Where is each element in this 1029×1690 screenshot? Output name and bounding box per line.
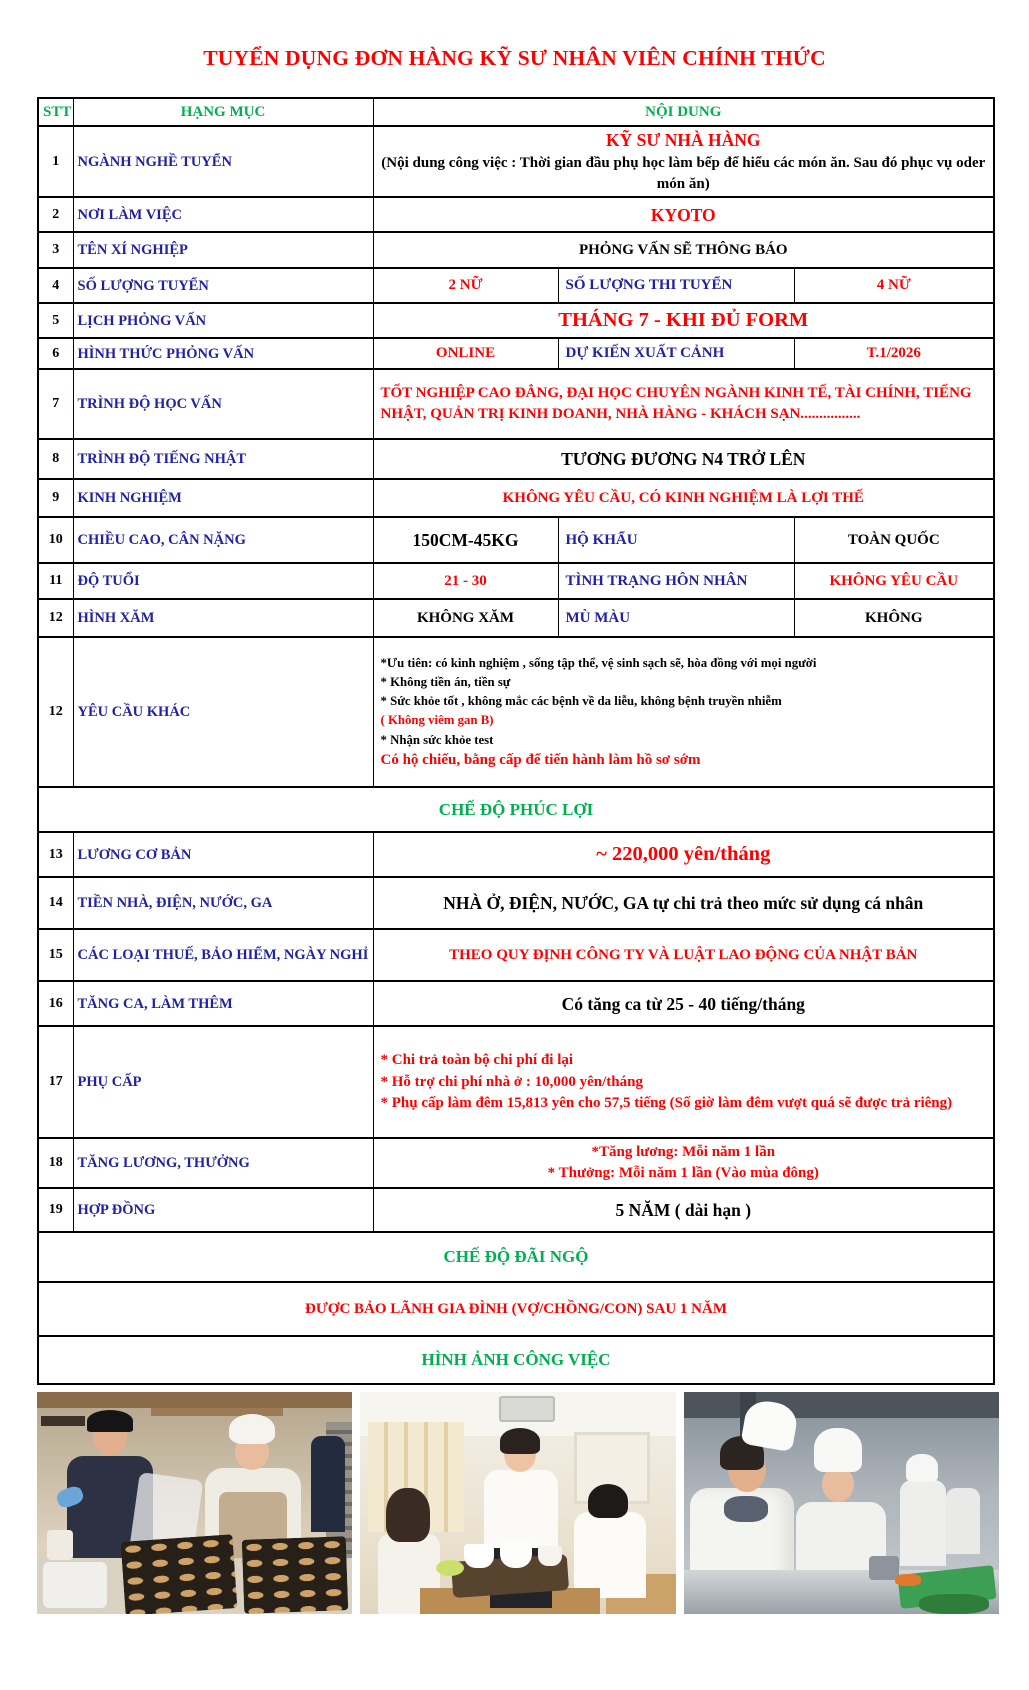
content-cell — [373, 599, 558, 637]
content-cell — [373, 126, 994, 197]
content-cell — [373, 517, 558, 563]
row-label: TRÌNH ĐỘ HỌC VẤN — [73, 369, 373, 439]
content-cell — [373, 232, 994, 268]
job-photos — [37, 1392, 999, 1614]
cell-line: T.1/2026 — [866, 345, 921, 362]
cell-line: 4 NỮ — [876, 277, 911, 294]
cell-line: 21 - 30 — [444, 572, 487, 589]
row-number: 13 — [38, 832, 73, 877]
row-label: TRÌNH ĐỘ TIẾNG NHẬT — [73, 439, 373, 479]
cell-line: * Nhận sức khỏe test — [380, 732, 494, 747]
cell-line: Có hộ chiếu, bằng cấp để tiến hành làm hồ sơ sớm — [380, 751, 701, 768]
bread-tray — [242, 1537, 349, 1615]
cell-line: 150CM-45KG — [412, 530, 519, 551]
row-number: 15 — [38, 929, 73, 981]
table-row — [38, 787, 994, 832]
table-row — [38, 197, 994, 232]
content-cell — [558, 517, 794, 563]
table-row — [38, 517, 994, 563]
cell-line: KYOTO — [650, 204, 716, 225]
cell-line: THEO QUY ĐỊNH CÔNG TY VÀ LUẬT LAO ĐỘNG CỦA NHẬT BẢN — [449, 946, 918, 963]
section-header: CHẾ ĐỘ PHÚC LỢI — [38, 787, 994, 832]
waitress-hair — [500, 1428, 540, 1454]
table-header-row — [38, 98, 994, 126]
content-cell — [558, 268, 794, 303]
row-label: HÌNH XĂM — [73, 599, 373, 637]
cell-line: *Ưu tiên: có kinh nghiệm , sống tập thể, vệ sinh sạch sẽ, hòa đồng với mọi người — [380, 655, 817, 670]
row-number: 9 — [38, 479, 73, 517]
content-cell — [558, 563, 794, 599]
content-cell — [373, 929, 994, 981]
table-row — [38, 338, 994, 369]
content-cell — [373, 1026, 994, 1138]
cell-line: * Không tiền án, tiền sự — [380, 675, 511, 689]
row-label: ĐỘ TUỔI — [73, 563, 373, 599]
cell-line: * Thưởng: Mỗi năm 1 lần (Vào mùa đông) — [547, 1165, 819, 1182]
table-row — [38, 303, 994, 338]
row-label: CHIỀU CAO, CÂN NẶNG — [73, 517, 373, 563]
table-row — [38, 929, 994, 981]
cell-line: SỐ LƯỢNG THI TUYỂN — [565, 277, 733, 294]
shelf — [37, 1392, 352, 1408]
row-number: 19 — [38, 1188, 73, 1232]
table-row — [38, 832, 994, 877]
cell-line: PHỎNG VẤN SẼ THÔNG BÁO — [578, 241, 788, 258]
row-label: SỐ LƯỢNG TUYỂN — [73, 268, 373, 303]
cell-line: KHÔNG YÊU CẦU, CÓ KINH NGHIỆM LÀ LỢI THẾ — [502, 489, 864, 506]
content-cell — [373, 981, 994, 1026]
content-cell — [373, 877, 994, 929]
benefit-banner: ĐƯỢC BẢO LÃNH GIA ĐÌNH (VỢ/CHỒNG/CON) SAU 1 NĂM — [38, 1282, 994, 1336]
row-label: TĂNG LƯƠNG, THƯỞNG — [73, 1138, 373, 1188]
table-row — [38, 1026, 994, 1138]
content-cell — [794, 517, 994, 563]
table-row — [38, 563, 994, 599]
table-row — [38, 1282, 994, 1336]
cell-line: 2 NỮ — [448, 277, 483, 294]
cell-line: TỐT NGHIỆP CAO ĐẲNG, ĐẠI HỌC CHUYÊN NGÀNH KINH TẾ, TÀI CHÍNH, TIẾNG NHẬT, QUẢN TRỊ KINH DOANH, NHÀ HÀNG - KHÁCH SẠN................ — [380, 385, 972, 423]
air-conditioner — [499, 1396, 555, 1422]
bread-tray — [121, 1535, 238, 1615]
row-number: 7 — [38, 369, 73, 439]
cell-line: Có tăng ca từ 25 - 40 tiếng/tháng — [561, 993, 805, 1014]
content-cell — [373, 832, 994, 877]
row-label: NƠI LÀM VIỆC — [73, 197, 373, 232]
content-cell — [373, 268, 558, 303]
row-number: 12 — [38, 599, 73, 637]
worker-cap — [87, 1410, 133, 1432]
table-row — [38, 232, 994, 268]
cell-line: DỰ KIẾN XUẤT CẢNH — [565, 345, 725, 362]
content-cell — [558, 599, 794, 637]
guest-hair — [386, 1488, 430, 1542]
chef-hat — [814, 1428, 862, 1472]
table-row — [38, 479, 994, 517]
table-row — [38, 439, 994, 479]
cell-line: TÌNH TRẠNG HÔN NHÂN — [565, 572, 748, 589]
row-label: LỊCH PHỎNG VẤN — [73, 303, 373, 338]
section-header: HÌNH ẢNH CÔNG VIỆC — [38, 1336, 994, 1384]
row-number: 6 — [38, 338, 73, 369]
worker-figure — [311, 1436, 345, 1532]
cell-line: * Hỗ trợ chi phí nhà ở : 10,000 yên/tháng — [380, 1073, 643, 1090]
row-number: 17 — [38, 1026, 73, 1138]
cell-line: ~ 220,000 yên/tháng — [596, 843, 771, 866]
row-number: 3 — [38, 232, 73, 268]
content-cell — [373, 439, 994, 479]
photo-bakery-kitchen — [37, 1392, 352, 1614]
row-number: 12 — [38, 637, 73, 787]
row-number: 14 — [38, 877, 73, 929]
cell-line: * Phụ cấp làm đêm 15,813 yên cho 57,5 tiếng (Số giờ làm đêm vượt quá sẽ được trả riêng) — [380, 1095, 953, 1112]
chef-neckerchief — [724, 1496, 768, 1522]
cell-line: * Sức khỏe tốt , không mắc các bệnh về da liễu, không bệnh truyền nhiễm — [380, 694, 782, 709]
content-cell — [794, 599, 994, 637]
chef-hat — [906, 1454, 938, 1482]
content-cell — [373, 479, 994, 517]
row-label: YÊU CẦU KHÁC — [73, 637, 373, 787]
guest-hair — [588, 1484, 628, 1518]
container — [43, 1562, 107, 1608]
cell-line: KHÔNG — [865, 609, 923, 626]
table-row — [38, 1138, 994, 1188]
row-label: PHỤ CẤP — [73, 1026, 373, 1138]
content-cell — [794, 563, 994, 599]
cell-line: THÁNG 7 - KHI ĐỦ FORM — [558, 309, 809, 332]
bowl — [464, 1544, 494, 1568]
chef-figure — [946, 1488, 980, 1554]
cell-line: *Tăng lương: Mỗi năm 1 lần — [591, 1144, 776, 1161]
content-cell — [373, 1138, 994, 1188]
kitchen-hood — [684, 1392, 999, 1418]
guest-figure — [574, 1512, 646, 1598]
cell-line: HỘ KHẨU — [565, 531, 638, 548]
photo-restaurant-service — [360, 1392, 675, 1614]
table-row — [38, 369, 994, 439]
cell-line: TƯƠNG ĐƯƠNG N4 TRỞ LÊN — [561, 449, 806, 470]
content-cell — [794, 268, 994, 303]
cell-line: (Nội dung công việc : Thời gian đầu phụ học làm bếp để hiểu các món ăn. Sau đó phục vụ oder món ăn) — [381, 154, 986, 193]
row-number: 18 — [38, 1138, 73, 1188]
table-row — [38, 981, 994, 1026]
cell-line: KỸ SƯ NHÀ HÀNG — [606, 130, 761, 150]
content-cell — [373, 637, 994, 787]
cell-line: ( Không viêm gan B) — [380, 713, 494, 728]
row-number: 5 — [38, 303, 73, 338]
row-number: 4 — [38, 268, 73, 303]
cell-line: NHÀ Ở, ĐIỆN, NƯỚC, GA tự chi trả theo mức sử dụng cá nhân — [443, 893, 924, 914]
table-row — [38, 1232, 994, 1282]
content-cell — [373, 197, 994, 232]
content-cell — [558, 338, 794, 369]
table-row — [38, 1188, 994, 1232]
table-row — [38, 637, 994, 787]
content-cell — [373, 1188, 994, 1232]
cell-line: MÙ MÀU — [565, 609, 631, 626]
row-label: KINH NGHIỆM — [73, 479, 373, 517]
recruitment-table — [37, 97, 995, 1385]
column-header: STT — [38, 98, 73, 126]
row-label: CÁC LOẠI THUẾ, BẢO HIỂM, NGÀY NGHỈ — [73, 929, 373, 981]
row-number: 1 — [38, 126, 73, 197]
cell-line: KHÔNG YÊU CẦU — [829, 572, 959, 589]
column-header: NỘI DUNG — [373, 98, 994, 126]
content-cell — [373, 303, 994, 338]
cup — [47, 1530, 73, 1560]
row-number: 10 — [38, 517, 73, 563]
recruitment-flyer — [0, 46, 1029, 1614]
baker-hat — [229, 1414, 275, 1444]
table-row — [38, 268, 994, 303]
row-label: NGÀNH NGHỀ TUYỂN — [73, 126, 373, 197]
table-row — [38, 877, 994, 929]
cell-line: KHÔNG XĂM — [416, 609, 515, 626]
row-label: TÊN XÍ NGHIỆP — [73, 232, 373, 268]
row-label: TĂNG CA, LÀM THÊM — [73, 981, 373, 1026]
cell-line: * Chi trả toàn bộ chi phí đi lại — [380, 1052, 574, 1069]
row-number: 11 — [38, 563, 73, 599]
bowl — [500, 1540, 532, 1568]
photo-chefs-kitchen — [684, 1392, 999, 1614]
table-row — [38, 1336, 994, 1384]
table-row — [38, 126, 994, 197]
vegetables — [919, 1594, 989, 1614]
section-header: CHẾ ĐỘ ĐÃI NGỘ — [38, 1232, 994, 1282]
table-row — [38, 599, 994, 637]
content-cell — [373, 369, 994, 439]
cell-line: ONLINE — [435, 345, 496, 362]
row-label: TIỀN NHÀ, ĐIỆN, NƯỚC, GA — [73, 877, 373, 929]
row-label: HÌNH THỨC PHỎNG VẤN — [73, 338, 373, 369]
chef-figure — [900, 1480, 946, 1566]
column-header: HẠNG MỤC — [73, 98, 373, 126]
content-cell — [794, 338, 994, 369]
row-number: 8 — [38, 439, 73, 479]
row-label: HỢP ĐỒNG — [73, 1188, 373, 1232]
row-number: 2 — [38, 197, 73, 232]
cell-line: 5 NĂM ( dài hạn ) — [615, 1200, 752, 1221]
row-label: LƯƠNG CƠ BẢN — [73, 832, 373, 877]
page-title: TUYỂN DỤNG ĐƠN HÀNG KỸ SƯ NHÂN VIÊN CHÍNH THỨC — [203, 46, 826, 70]
knife-rack — [41, 1416, 85, 1426]
cell-line: TOÀN QUỐC — [847, 531, 940, 548]
row-number: 16 — [38, 981, 73, 1026]
content-cell — [373, 563, 558, 599]
content-cell — [373, 338, 558, 369]
carrot — [895, 1574, 921, 1586]
